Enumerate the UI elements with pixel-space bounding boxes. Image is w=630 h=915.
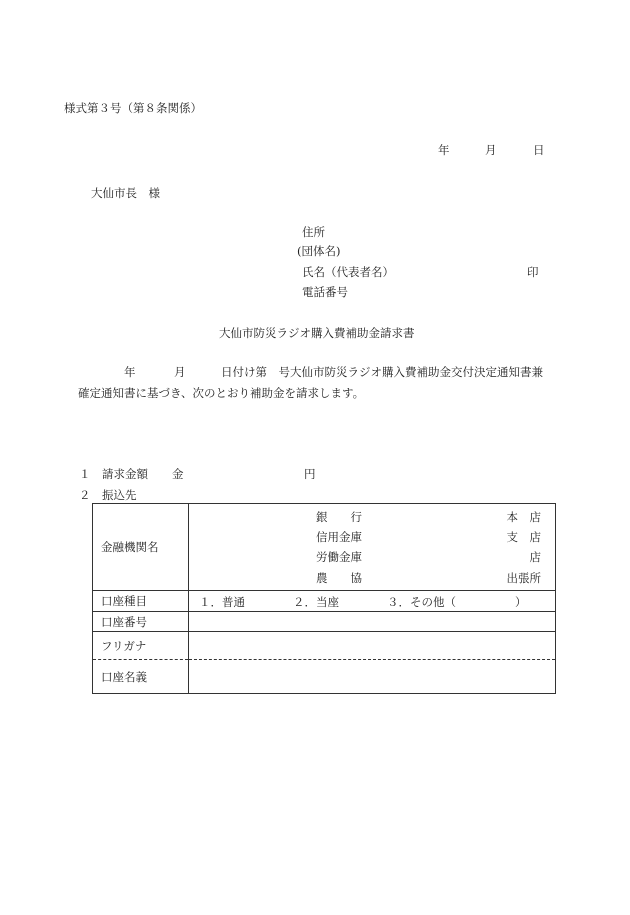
branch-type-branch: 支 店	[506, 530, 541, 544]
document-title: 大仙市防災ラジオ購入費補助金請求書	[219, 326, 415, 340]
account-type-other-close: ）	[515, 595, 527, 609]
form-number: 様式第３号（第８条関係）	[64, 101, 202, 115]
branch-type-main: 本 店	[506, 510, 541, 524]
body-year: 年	[124, 365, 136, 379]
date-month: 月	[485, 143, 497, 157]
account-name-label: 口座名義	[93, 660, 189, 694]
account-type-other: ３．その他（	[387, 595, 456, 609]
institution-label: 金融機関名	[93, 504, 189, 591]
account-number-label: 口座番号	[93, 612, 189, 632]
account-type-row	[93, 591, 556, 612]
account-name-cell	[189, 660, 556, 694]
branch-type-store: 店	[529, 550, 541, 564]
bank-account-table	[92, 503, 556, 694]
bank-type-shinkin: 信用金庫	[316, 530, 362, 544]
institution-row	[93, 504, 556, 591]
furigana-row	[93, 632, 556, 660]
addressee: 大仙市長 様	[91, 186, 160, 200]
account-type-label: 口座種目	[93, 591, 189, 612]
account-number-row	[93, 612, 556, 632]
account-name-row	[93, 660, 556, 694]
branch-type-office: 出張所	[506, 571, 541, 585]
body-line2: 確定通知書に基づき、次のとおり補助金を請求します。	[78, 386, 365, 400]
applicant-address-label: 住所	[302, 225, 325, 239]
applicant-org-label: (団体名)	[297, 244, 341, 258]
yen-label: 円	[304, 467, 316, 481]
bank-type-rokin: 労働金庫	[316, 550, 362, 564]
account-type-regular: １．普通	[199, 595, 245, 609]
institution-cell	[189, 504, 556, 591]
account-number-cell	[189, 612, 556, 632]
applicant-name-label: 氏名（代表者名）	[302, 265, 394, 279]
furigana-cell	[189, 632, 556, 660]
kin-label: 金	[172, 467, 184, 481]
body-month: 月	[174, 365, 186, 379]
claim-amount-label: １ 請求金額	[79, 467, 148, 481]
account-type-checking: ２．当座	[293, 595, 339, 609]
date-day: 日	[533, 143, 545, 157]
account-type-cell	[189, 591, 556, 612]
bank-type-bank: 銀 行	[316, 510, 362, 524]
seal-mark: 印	[527, 265, 539, 279]
furigana-label: フリガナ	[93, 632, 189, 660]
transfer-label: ２ 振込先	[79, 488, 137, 502]
body-line1: 日付け第 号大仙市防災ラジオ購入費補助金交付決定通知書兼	[221, 365, 543, 379]
applicant-phone-label: 電話番号	[302, 285, 348, 299]
bank-type-nokyo: 農 協	[316, 571, 362, 585]
date-year: 年	[438, 143, 450, 157]
